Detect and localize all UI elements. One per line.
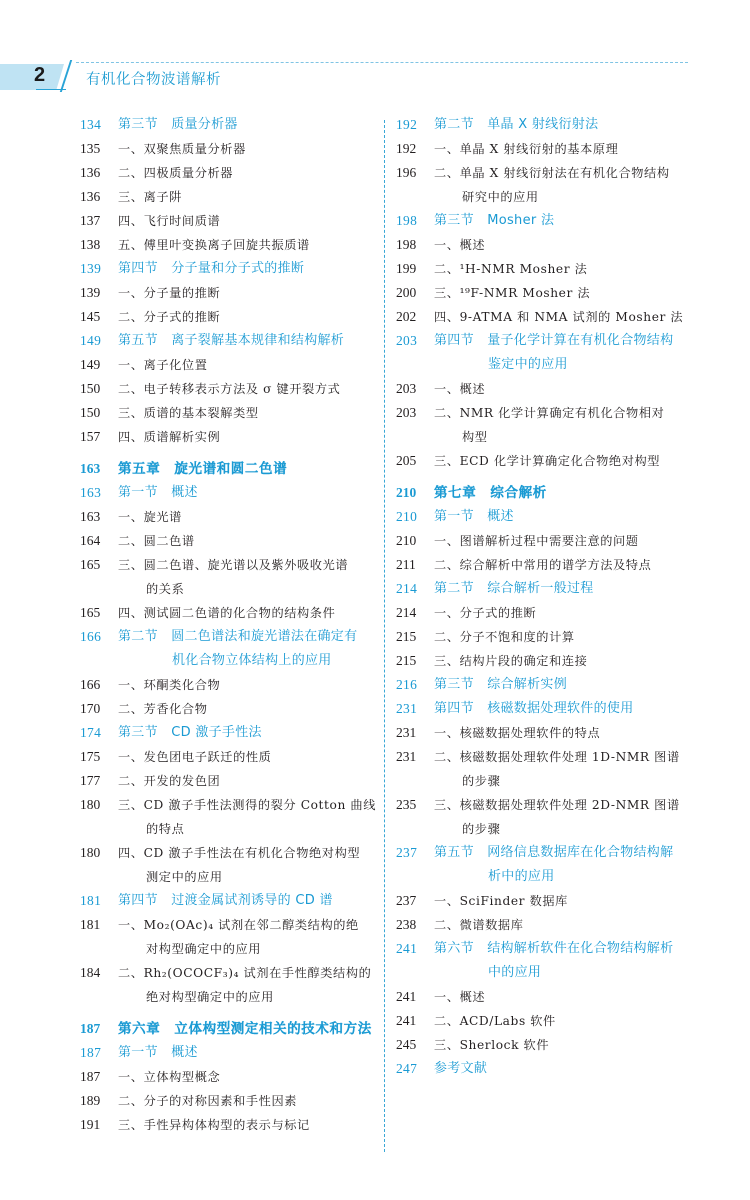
toc-page-number: 238 (396, 917, 417, 932)
toc-entry-text-continued: 的步骤 (462, 774, 501, 788)
toc-entry-title (118, 697, 376, 721)
toc-chapter[interactable] (80, 457, 376, 481)
toc-entry-title (118, 209, 376, 233)
toc-item[interactable] (396, 281, 692, 305)
toc-entry-text: 参考文献 (434, 1061, 488, 1076)
toc-entry-text-continued: 的关系 (146, 582, 185, 596)
toc-section[interactable] (80, 113, 376, 137)
toc-entry-title (118, 889, 376, 913)
toc-page-number: 241 (396, 1013, 417, 1028)
toc-page-number: 166 (80, 677, 101, 692)
toc-entry-text: 一、SciFinder 数据库 (434, 894, 568, 908)
toc-entry-text: 二、¹H-NMR Mosher 法 (434, 262, 588, 276)
toc-page-number: 165 (80, 605, 101, 620)
toc-entry-title (434, 377, 692, 401)
header-rule (76, 62, 688, 63)
toc-entry-text: 第四节 量子化学计算在有机化合物结构 (434, 333, 674, 348)
toc-item[interactable] (80, 305, 376, 329)
toc-entry-text-continued: 绝对构型确定中的应用 (146, 990, 274, 1004)
toc-entry-text: 一、环酮类化合物 (118, 678, 221, 692)
toc-section[interactable] (396, 329, 692, 377)
toc-entry-text: 第五章 旋光谱和圆二色谱 (118, 461, 288, 477)
toc-page-number: 245 (396, 1037, 417, 1052)
toc-item[interactable] (80, 793, 376, 841)
toc-entry-title (434, 697, 692, 721)
toc-item[interactable] (396, 377, 692, 401)
toc-entry-text: 三、手性异构体构型的表示与标记 (118, 1118, 310, 1132)
toc-section[interactable] (80, 329, 376, 353)
toc-entry-title (434, 841, 692, 889)
toc-entry-text: 四、9-ATMA 和 NMA 试剂的 Mosher 法 (434, 310, 684, 324)
toc-section[interactable] (80, 889, 376, 913)
toc-entry-title (118, 401, 376, 425)
toc-page-number: 187 (80, 1069, 101, 1084)
toc-entry-text-continued: 测定中的应用 (146, 870, 223, 884)
toc-entry-text: 二、Rh₂(OCOCF₃)₄ 试剂在手性醇类结构的 (118, 966, 372, 980)
toc-item[interactable] (80, 425, 376, 449)
toc-page-number: 149 (80, 333, 102, 348)
toc-entry-title (118, 305, 376, 329)
toc-entry-title (118, 377, 376, 401)
toc-entry-title (118, 233, 376, 257)
toc-item[interactable] (396, 233, 692, 257)
toc-entry-text: 三、CD 激子手性法测得的裂分 Cotton 曲线 (118, 798, 376, 812)
toc-entry-title (434, 449, 692, 473)
column-divider (384, 120, 385, 1152)
toc-entry-text: 二、开发的发色团 (118, 774, 221, 788)
toc-entry-title (118, 1065, 376, 1089)
toc-page-number: 180 (80, 797, 101, 812)
toc-page-number: 181 (80, 917, 101, 932)
toc-entry-title (434, 985, 692, 1009)
toc-page-number: 231 (396, 749, 417, 764)
toc-entry-text: 一、Mo₂(OAc)₄ 试剂在邻二醇类结构的绝 (118, 918, 359, 932)
toc-item[interactable] (80, 913, 376, 961)
toc-entry-text: 第五节 离子裂解基本规律和结构解析 (118, 333, 345, 348)
toc-entry-title (118, 721, 376, 745)
toc-page-number: 166 (80, 629, 102, 644)
toc-entry-text: 第一节 概述 (118, 485, 198, 500)
toc-page-number: 174 (80, 725, 102, 740)
toc-item[interactable] (396, 553, 692, 577)
toc-item[interactable] (80, 209, 376, 233)
toc-page-number: 187 (80, 1021, 101, 1036)
toc-item[interactable] (396, 721, 692, 745)
toc-item[interactable] (80, 697, 376, 721)
toc-page-number: 180 (80, 845, 101, 860)
toc-section[interactable] (80, 481, 376, 505)
toc-entry-text: 第一节 概述 (118, 1045, 198, 1060)
toc-entry-title (118, 625, 376, 673)
toc-item[interactable] (396, 913, 692, 937)
toc-entry-title (118, 425, 376, 449)
toc-entry-text: 一、概述 (434, 238, 486, 252)
toc-entry-title (434, 649, 692, 673)
toc-entry-title (118, 1113, 376, 1137)
toc-item[interactable] (396, 625, 692, 649)
toc-section[interactable] (396, 697, 692, 721)
toc-entry-text: 一、单晶 X 射线衍射的基本原理 (434, 142, 619, 156)
toc-item[interactable] (80, 353, 376, 377)
toc-page-number: 247 (396, 1061, 418, 1076)
toc-item[interactable] (80, 401, 376, 425)
toc-page-number: 163 (80, 461, 101, 476)
toc-page-number: 215 (396, 653, 417, 668)
toc-entry-title (434, 625, 692, 649)
toc-right-column (396, 113, 692, 1081)
page-header (0, 62, 750, 96)
toc-entry-text: 四、测试圆二色谱的化合物的结构条件 (118, 606, 336, 620)
toc-section[interactable] (396, 505, 692, 529)
toc-entry-text: 二、电子转移表示方法及 σ 键开裂方式 (118, 382, 341, 396)
toc-entry-title (434, 889, 692, 913)
toc-entry-text: 第三节 Mosher 法 (434, 213, 555, 228)
toc-page-number: 237 (396, 845, 418, 860)
toc-page-number: 177 (80, 773, 101, 788)
toc-page-number: 139 (80, 285, 101, 300)
toc-page-number: 210 (396, 533, 417, 548)
toc-item[interactable] (396, 1033, 692, 1057)
toc-entry-text: 二、圆二色谱 (118, 534, 195, 548)
toc-page-number: 210 (396, 509, 418, 524)
toc-section[interactable] (80, 1041, 376, 1065)
toc-entry-title (434, 481, 692, 505)
toc-page-number: 145 (80, 309, 101, 324)
toc-page-number: 196 (396, 165, 417, 180)
toc-page-number: 170 (80, 701, 101, 716)
toc-entry-text: 二、NMR 化学计算确定有机化合物相对 (434, 406, 665, 420)
toc-item[interactable] (80, 961, 376, 1009)
toc-entry-text: 一、分子量的推断 (118, 286, 221, 300)
toc-item[interactable] (396, 745, 692, 793)
toc-entry-text: 四、质谱解析实例 (118, 430, 221, 444)
toc-item[interactable] (396, 137, 692, 161)
toc-entry-text: 三、ECD 化学计算确定化合物绝对构型 (434, 454, 661, 468)
toc-page-number: 136 (80, 165, 101, 180)
toc-entry-title (118, 961, 376, 1009)
toc-page-number: 203 (396, 381, 417, 396)
toc-entry-text: 二、芳香化合物 (118, 702, 208, 716)
toc-section[interactable] (80, 625, 376, 673)
toc-entry-text: 一、概述 (434, 990, 486, 1004)
toc-page-number: 134 (80, 117, 102, 132)
toc-entry-title (434, 209, 692, 233)
header-underline (36, 89, 66, 90)
toc-entry-text: 一、离子化位置 (118, 358, 208, 372)
toc-entry-text-continued: 研究中的应用 (462, 190, 539, 204)
toc-page-number: 136 (80, 189, 101, 204)
toc-page-number: 164 (80, 533, 101, 548)
toc-entry-title (434, 281, 692, 305)
toc-entry-text: 二、分子不饱和度的计算 (434, 630, 575, 644)
toc-item[interactable] (396, 1009, 692, 1033)
toc-entry-title (434, 745, 692, 793)
toc-item[interactable] (80, 1065, 376, 1089)
toc-entry-title (434, 529, 692, 553)
toc-entry-title (118, 913, 376, 961)
toc-entry-title (118, 457, 376, 481)
toc-entry-title (434, 401, 692, 449)
toc-section[interactable] (396, 841, 692, 889)
toc-entry-text: 三、核磁数据处理软件处理 2D-NMR 图谱 (434, 798, 680, 812)
toc-entry-title (434, 1057, 692, 1081)
toc-entry-title (434, 1033, 692, 1057)
toc-entry-text: 一、双聚焦质量分析器 (118, 142, 246, 156)
toc-entry-title (434, 113, 692, 137)
toc-page-number: 189 (80, 1093, 101, 1108)
toc-entry-text: 一、分子式的推断 (434, 606, 537, 620)
toc-entry-text: 第二节 单晶 X 射线衍射法 (434, 117, 599, 132)
toc-item[interactable] (80, 769, 376, 793)
toc-entry-text: 二、分子式的推断 (118, 310, 221, 324)
toc-entry-title (118, 185, 376, 209)
toc-item[interactable] (396, 889, 692, 913)
toc-section[interactable] (396, 577, 692, 601)
toc-entry-text: 第三节 质量分析器 (118, 117, 238, 132)
toc-item[interactable] (396, 305, 692, 329)
toc-page-number: 215 (396, 629, 417, 644)
toc-page-number: 184 (80, 965, 101, 980)
toc-page-number: 203 (396, 333, 418, 348)
toc-entry-title (118, 137, 376, 161)
header-tab (0, 64, 64, 90)
page-number: 2 (34, 64, 46, 86)
toc-item[interactable] (80, 137, 376, 161)
toc-item[interactable] (396, 649, 692, 673)
toc-page-number: 157 (80, 429, 101, 444)
toc-page-number: 163 (80, 509, 101, 524)
toc-entry-title (118, 793, 376, 841)
toc-page-number: 210 (396, 485, 417, 500)
toc-item[interactable] (80, 377, 376, 401)
toc-page-number: 231 (396, 725, 417, 740)
toc-item[interactable] (396, 257, 692, 281)
toc-entry-title (434, 305, 692, 329)
toc-item[interactable] (80, 841, 376, 889)
toc-entry-title (118, 353, 376, 377)
toc-item[interactable] (396, 601, 692, 625)
toc-entry-text: 第七章 综合解析 (434, 485, 547, 501)
toc-page-number: 187 (80, 1045, 102, 1060)
toc-entry-text: 五、傅里叶变换离子回旋共振质谱 (118, 238, 310, 252)
toc-page-number: 163 (80, 485, 102, 500)
toc-entry-title (118, 673, 376, 697)
toc-entry-text: 三、质谱的基本裂解类型 (118, 406, 259, 420)
toc-entry-title (118, 1041, 376, 1065)
toc-item[interactable] (80, 161, 376, 185)
toc-entry-text-continued: 机化合物立体结构上的应用 (172, 653, 332, 668)
toc-page-number: 165 (80, 557, 101, 572)
toc-entry-text: 第三节 CD 激子手性法 (118, 725, 262, 740)
toc-entry-text: 一、立体构型概念 (118, 1070, 221, 1084)
toc-entry-title (434, 233, 692, 257)
toc-entry-title (118, 257, 376, 281)
toc-section[interactable] (80, 721, 376, 745)
toc-entry-title (434, 721, 692, 745)
toc-item[interactable] (396, 449, 692, 473)
toc-entry-text: 三、离子阱 (118, 190, 182, 204)
toc-entry-text: 二、微谱数据库 (434, 918, 524, 932)
toc-section[interactable] (396, 113, 692, 137)
toc-entry-text-continued: 中的应用 (488, 965, 542, 980)
toc-page-number: 181 (80, 893, 102, 908)
toc-entry-title (434, 793, 692, 841)
toc-page-number: 237 (396, 893, 417, 908)
toc-entry-text: 一、发色团电子跃迁的性质 (118, 750, 272, 764)
toc-page-number: 149 (80, 357, 101, 372)
toc-page-number: 202 (396, 309, 417, 324)
toc-page-number: 241 (396, 941, 418, 956)
toc-entry-title (118, 1017, 376, 1041)
toc-entry-text: 一、旋光谱 (118, 510, 182, 524)
toc-page-number: 231 (396, 701, 418, 716)
toc-entry-text: 第二节 圆二色谱法和旋光谱法在确定有 (118, 629, 358, 644)
toc-entry-text: 第一节 概述 (434, 509, 514, 524)
toc-page-number: 214 (396, 605, 417, 620)
toc-entry-title (434, 577, 692, 601)
toc-entry-title (434, 673, 692, 697)
toc-page-number: 216 (396, 677, 418, 692)
toc-entry-title (118, 769, 376, 793)
toc-entry-text: 第六章 立体构型测定相关的技术和方法 (118, 1021, 372, 1037)
toc-entry-text: 第六节 结构解析软件在化合物结构解析 (434, 941, 674, 956)
toc-entry-text: 三、¹⁹F-NMR Mosher 法 (434, 286, 591, 300)
toc-entry-title (118, 113, 376, 137)
toc-page-number: 198 (396, 213, 418, 228)
toc-entry-title (118, 281, 376, 305)
toc-entry-title (118, 601, 376, 625)
toc-entry-text-continued: 析中的应用 (488, 869, 555, 884)
toc-chapter[interactable] (80, 1017, 376, 1041)
toc-entry-text: 一、概述 (434, 382, 486, 396)
toc-entry-title (434, 257, 692, 281)
toc-page-number: 205 (396, 453, 417, 468)
toc-entry-text: 第四节 过渡金属试剂诱导的 CD 谱 (118, 893, 333, 908)
toc-page-number: 139 (80, 261, 102, 276)
toc-entry-text: 一、核磁数据处理软件的特点 (434, 726, 601, 740)
toc-item[interactable] (396, 793, 692, 841)
toc-page-number: 235 (396, 797, 417, 812)
toc-entry-title (434, 137, 692, 161)
toc-item[interactable] (80, 745, 376, 769)
toc-entry-title (118, 529, 376, 553)
toc-page-number: 135 (80, 141, 101, 156)
toc-item[interactable] (396, 161, 692, 209)
toc-page-number: 138 (80, 237, 101, 252)
toc-entry-text-continued: 的特点 (146, 822, 185, 836)
toc-item[interactable] (80, 673, 376, 697)
toc-entry-text: 第四节 分子量和分子式的推断 (118, 261, 305, 276)
toc-entry-title (118, 553, 376, 601)
toc-section[interactable] (396, 673, 692, 697)
toc-item[interactable] (396, 401, 692, 449)
toc-item[interactable] (80, 185, 376, 209)
toc-entry-text-continued: 的步骤 (462, 822, 501, 836)
toc-entry-title (434, 553, 692, 577)
toc-page-number: 203 (396, 405, 417, 420)
toc-item[interactable] (396, 529, 692, 553)
toc-entry-title (434, 601, 692, 625)
toc-section[interactable] (396, 209, 692, 233)
toc-entry-text: 一、图谱解析过程中需要注意的问题 (434, 534, 639, 548)
toc-page-number: 137 (80, 213, 101, 228)
toc-entry-text: 四、飞行时间质谱 (118, 214, 221, 228)
toc-entry-text: 二、四极质量分析器 (118, 166, 234, 180)
toc-page-number: 150 (80, 405, 101, 420)
toc-page-number: 192 (396, 117, 418, 132)
book-title: 有机化合物波谱解析 (86, 72, 221, 88)
toc-page-number: 192 (396, 141, 417, 156)
toc-entry-title (434, 937, 692, 985)
toc-entry-title (434, 329, 692, 377)
toc-page-number: 214 (396, 581, 418, 596)
toc-section[interactable] (80, 257, 376, 281)
toc-item[interactable] (80, 553, 376, 601)
toc-entry-title (118, 745, 376, 769)
toc-entry-text: 二、核磁数据处理软件处理 1D-NMR 图谱 (434, 750, 680, 764)
toc-entry-text: 二、综合解析中常用的谱学方法及特点 (434, 558, 652, 572)
toc-entry-title (118, 505, 376, 529)
toc-entry-title (118, 481, 376, 505)
toc-entry-text: 三、Sherlock 软件 (434, 1038, 550, 1052)
toc-page-number: 199 (396, 261, 417, 276)
toc-item[interactable] (80, 529, 376, 553)
toc-page-number: 175 (80, 749, 101, 764)
toc-item[interactable] (80, 1113, 376, 1137)
toc-item[interactable] (80, 233, 376, 257)
toc-entry-text-continued: 构型 (462, 430, 488, 444)
toc-entry-text: 二、ACD/Labs 软件 (434, 1014, 556, 1028)
toc-item[interactable] (80, 505, 376, 529)
toc-item[interactable] (80, 601, 376, 625)
toc-page-number: 211 (396, 557, 416, 572)
toc-entry-title (434, 913, 692, 937)
toc-entry-text: 第二节 综合解析一般过程 (434, 581, 594, 596)
toc-entry-title (118, 841, 376, 889)
toc-entry-title (118, 329, 376, 353)
toc-entry-text: 三、圆二色谱、旋光谱以及紫外吸收光谱 (118, 558, 349, 572)
toc-item[interactable] (396, 985, 692, 1009)
toc-entry-title (434, 161, 692, 209)
toc-entry-text: 第五节 网络信息数据库在化合物结构解 (434, 845, 674, 860)
toc-left-column (80, 113, 376, 1137)
toc-entry-text: 二、分子的对称因素和手性因素 (118, 1094, 298, 1108)
toc-entry-text: 四、CD 激子手性法在有机化合物绝对构型 (118, 846, 361, 860)
toc-page-number: 191 (80, 1117, 101, 1132)
toc-entry-title (434, 505, 692, 529)
toc-entry-text: 第四节 核磁数据处理软件的使用 (434, 701, 634, 716)
toc-chapter[interactable] (396, 481, 692, 505)
toc-entry-title (118, 161, 376, 185)
toc-section[interactable] (396, 1057, 692, 1081)
toc-entry-text-continued: 对构型确定中的应用 (146, 942, 262, 956)
toc-entry-title (434, 1009, 692, 1033)
toc-page-number: 150 (80, 381, 101, 396)
toc-item[interactable] (80, 281, 376, 305)
toc-page-number: 241 (396, 989, 417, 1004)
toc-item[interactable] (80, 1089, 376, 1113)
toc-entry-title (118, 1089, 376, 1113)
toc-page-number: 198 (396, 237, 417, 252)
toc-entry-text: 三、结构片段的确定和连接 (434, 654, 588, 668)
toc-page-number: 200 (396, 285, 417, 300)
toc-entry-text: 二、单晶 X 射线衍射法在有机化合物结构 (434, 166, 670, 180)
toc-entry-text-continued: 鉴定中的应用 (488, 357, 568, 372)
toc-section[interactable] (396, 937, 692, 985)
toc-entry-text: 第三节 综合解析实例 (434, 677, 568, 692)
